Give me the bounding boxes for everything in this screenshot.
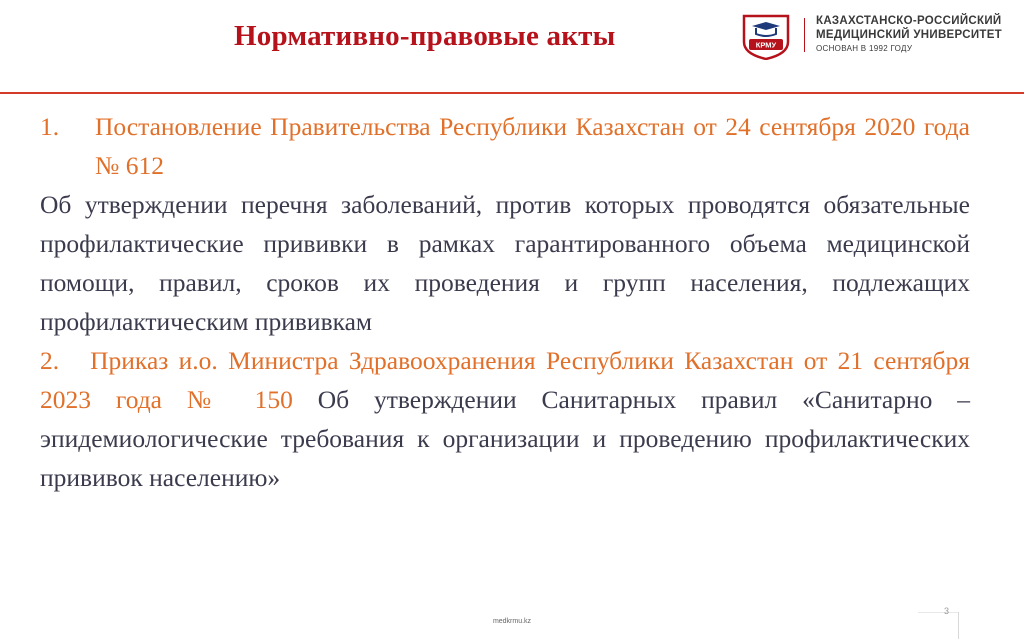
university-name-line2: МЕДИЦИНСКИЙ УНИВЕРСИТЕТ — [816, 29, 1003, 41]
item-number: 2. — [40, 346, 60, 375]
item-number: 1. — [40, 112, 60, 141]
slide-header — [0, 0, 1024, 92]
page-title: Нормативно-правовые акты — [234, 20, 616, 52]
item-description: Об утверждении Санитарных правил «Санитарно – эпидемиологические требования к организации и проведению профилактических прививок населению» — [40, 385, 970, 492]
item-title: Приказ и.о. Министра Здравоохранения Республики Казахстан от 21 сентября 2023 года № 150 — [40, 346, 970, 414]
page-number: 3 — [944, 606, 950, 616]
item-title: Постановление Правительства Республики Казахстан от 24 сентября 2020 года № 612 — [95, 112, 970, 180]
founded-caption: ОСНОВАН В 1992 ГОДУ — [816, 44, 913, 53]
list-item — [40, 107, 970, 341]
footer-url: medkrmu.kz — [492, 618, 532, 625]
footer-rule — [918, 612, 958, 613]
item-heading — [40, 107, 970, 185]
item-description: Об утверждении перечня заболеваний, против которых проводятся обязательные профилактические прививки в рамках гарантированного объема медицинской помощи, правил, сроков их проведения и групп населения, подлежащих профилактическим прививкам — [40, 190, 970, 336]
slide-content — [40, 107, 970, 497]
logo-divider — [804, 18, 805, 52]
university-name — [816, 14, 1002, 42]
university-name-line1: КАЗАХСТАНСКО-РОССИЙСКИЙ — [816, 15, 1002, 27]
logo-badge-text: КРМУ — [755, 40, 777, 50]
footer-rule-vertical — [958, 612, 959, 639]
university-emblem-icon — [740, 12, 792, 60]
header-divider — [0, 92, 1024, 94]
list-item — [40, 341, 970, 497]
